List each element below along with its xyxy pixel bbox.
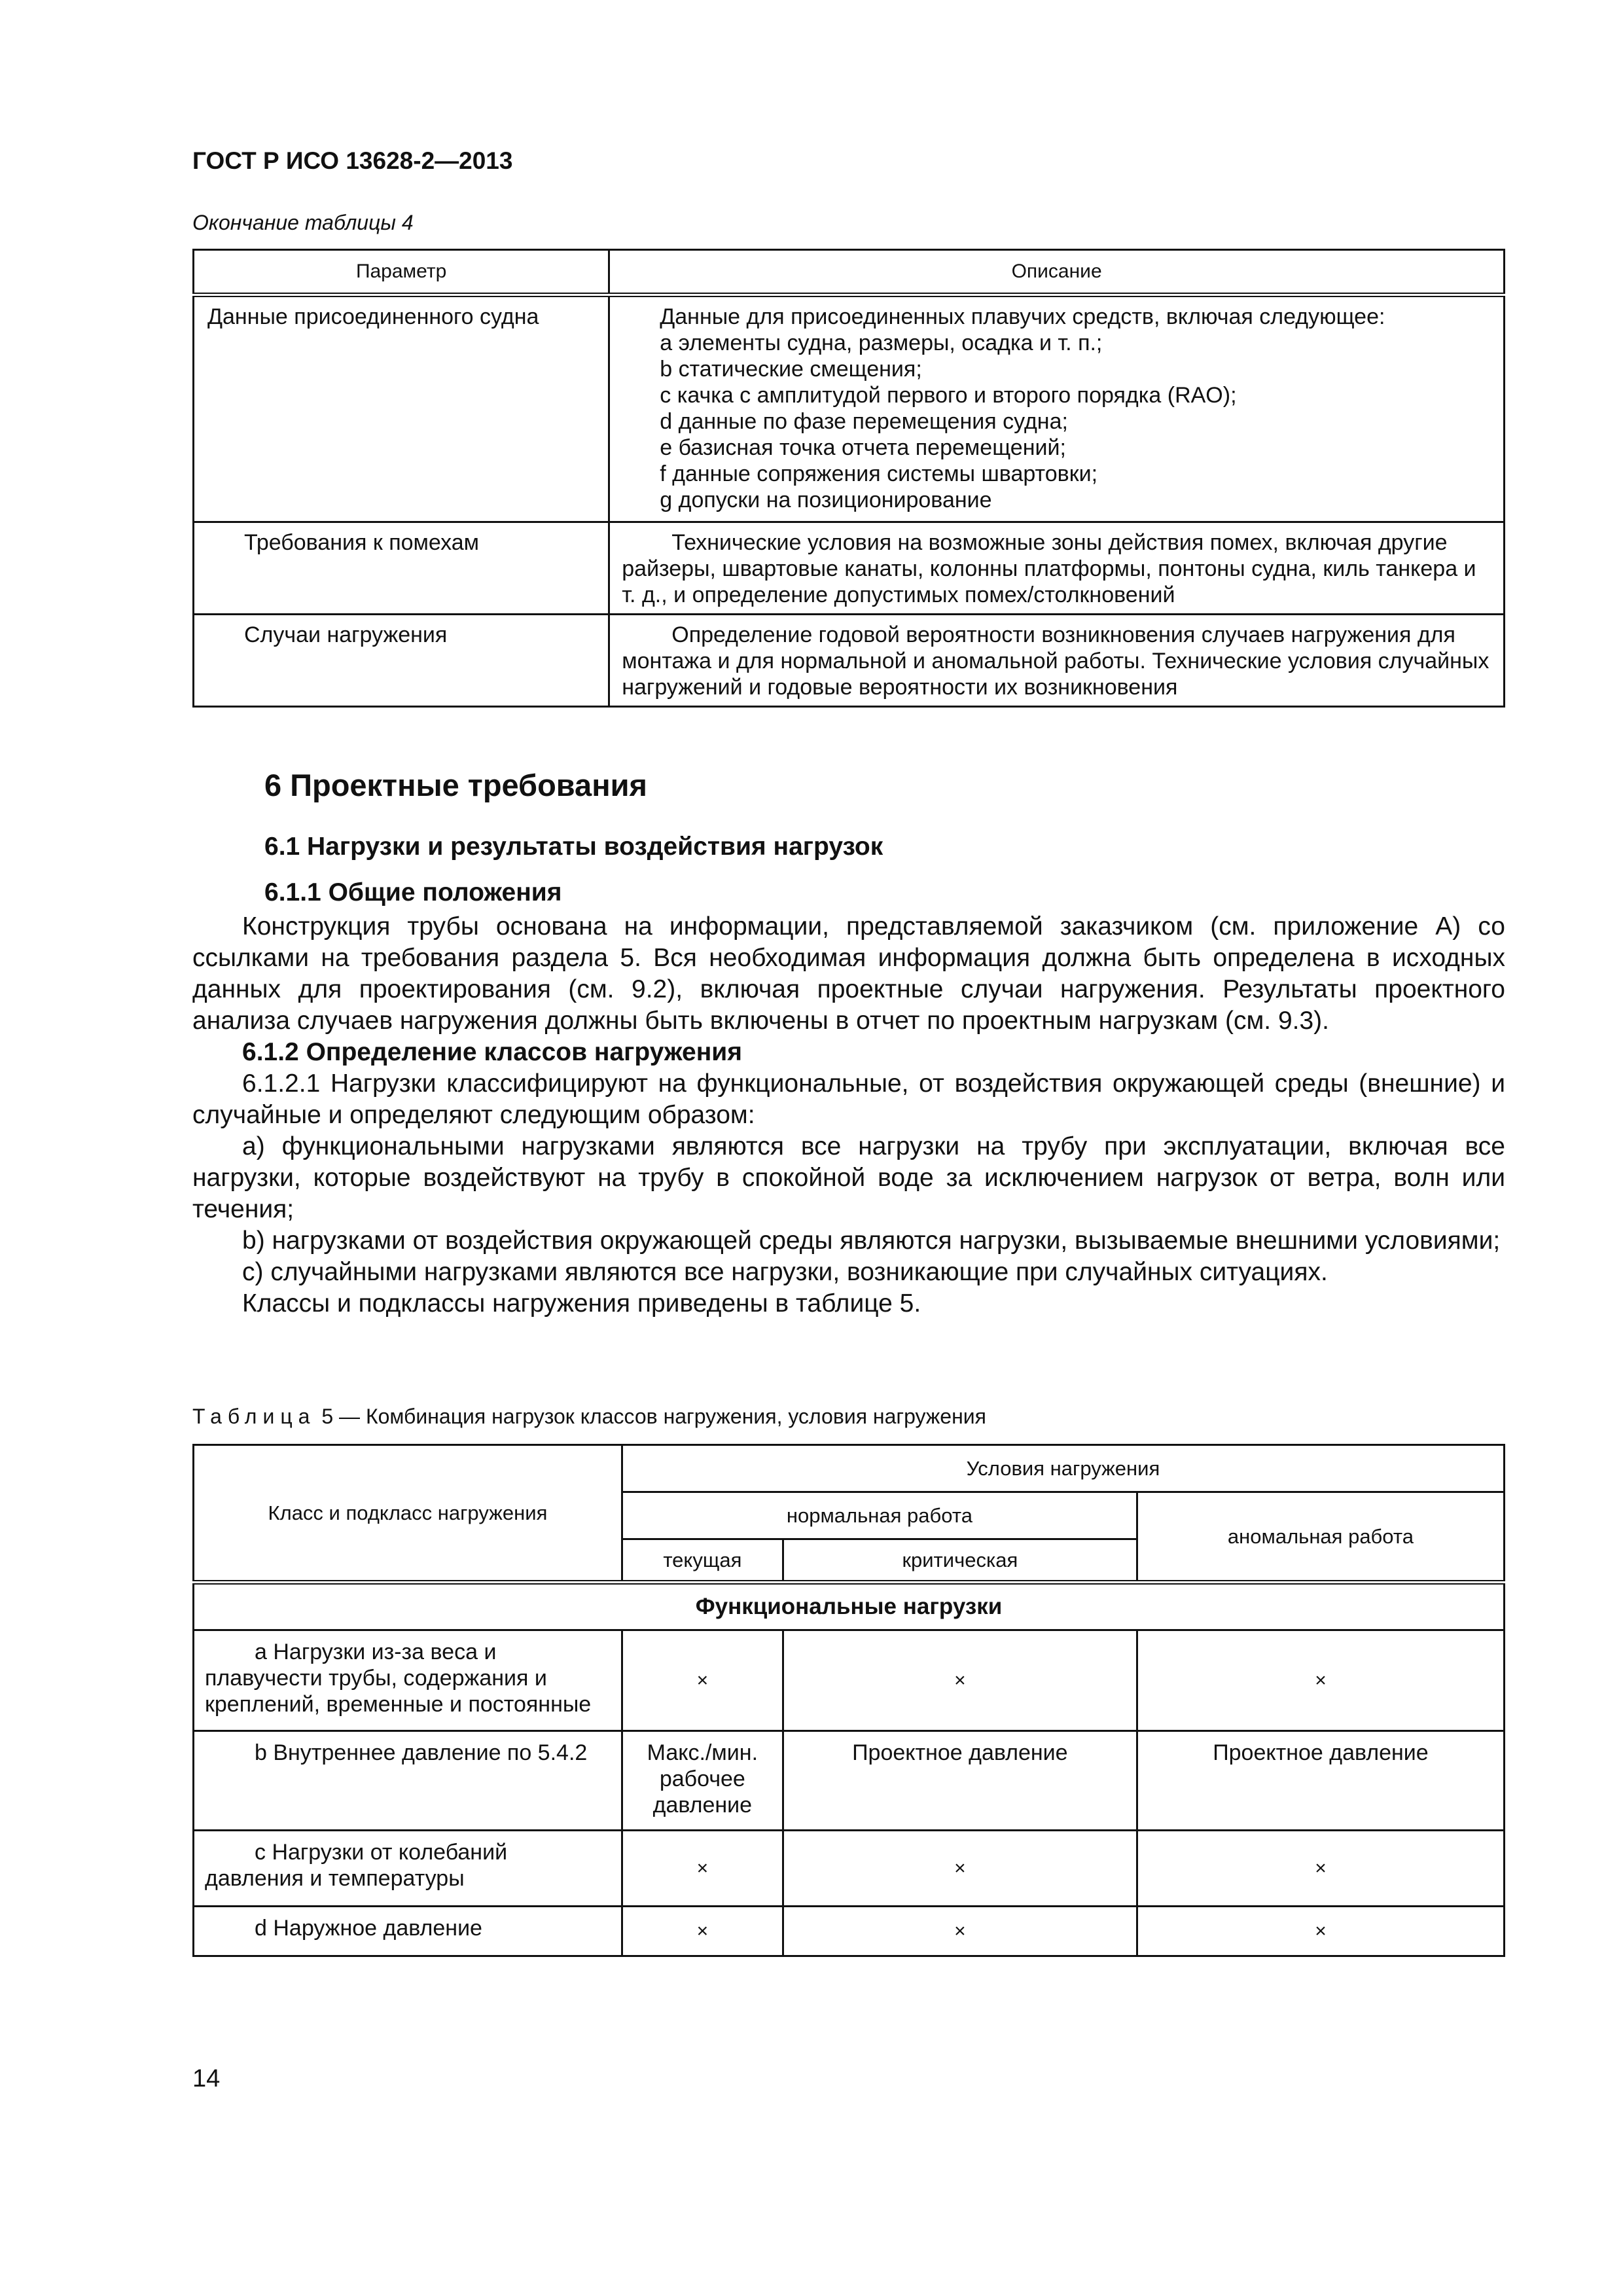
table-row bbox=[194, 1907, 1505, 1956]
table5-cell: × bbox=[783, 1831, 1137, 1907]
table-row bbox=[194, 1583, 1505, 1630]
list-item: d данные по фазе перемещения судна; bbox=[660, 409, 1068, 434]
table5-section-functional: Функциональные нагрузки bbox=[194, 1583, 1505, 1630]
table5-row-label: c Нагрузки от колебаний давления и температуры bbox=[205, 1840, 508, 1891]
table4-header-description: Описание bbox=[609, 250, 1505, 295]
table5-caption-word: Таблица bbox=[192, 1405, 316, 1428]
paragraph: b) нагрузками от воздействия окружающей среды являются нагрузки, вызываемые внешними условиями; bbox=[242, 1227, 1501, 1255]
document-header: ГОСТ Р ИСО 13628-2—2013 bbox=[192, 147, 513, 174]
list-item: a элементы судна, размеры, осадка и т. п.; bbox=[660, 331, 1103, 355]
table5-cell: Проектное давление bbox=[1137, 1731, 1504, 1831]
subsubsection-heading: 6.1.1 Общие положения bbox=[264, 878, 562, 906]
page-number: 14 bbox=[192, 2065, 221, 2092]
table4 bbox=[192, 249, 1505, 708]
table5-cell: × bbox=[1137, 1630, 1504, 1731]
paragraph: Классы и подклассы нагружения приведены в таблице 5. bbox=[242, 1289, 921, 1318]
table4-param: Случаи нагружения bbox=[244, 622, 448, 647]
table4-header-parameter: Параметр bbox=[194, 250, 609, 295]
list-item: b статические смещения; bbox=[660, 357, 922, 382]
table4-desc-lead: Данные для присоединенных плавучих средств, включая следующее: bbox=[660, 304, 1385, 329]
table5-row-label: d Наружное давление bbox=[255, 1916, 482, 1941]
table5-header-critical: критическая bbox=[783, 1539, 1137, 1583]
table5-cell: × bbox=[1137, 1907, 1504, 1956]
table5-header-conditions: Условия нагружения bbox=[622, 1445, 1504, 1492]
table5-cell: × bbox=[783, 1630, 1137, 1731]
list-item: e базисная точка отчета перемещений; bbox=[660, 435, 1066, 460]
table-row bbox=[194, 615, 1505, 707]
list-item: g допуски на позиционирование bbox=[660, 488, 992, 512]
table5-header-normal: нормальная работа bbox=[622, 1492, 1137, 1539]
table5-header-class: Класс и подкласс нагружения bbox=[194, 1445, 622, 1583]
table-row bbox=[194, 295, 1505, 522]
table5-cell: × bbox=[783, 1907, 1137, 1956]
table-row bbox=[194, 1731, 1505, 1831]
table4-param: Требования к помехам bbox=[244, 530, 479, 555]
subsection-heading: 6.1 Нагрузки и результаты воздействия нагрузок bbox=[264, 833, 883, 861]
table5-row-label: a Нагрузки из-за веса и плавучести трубы, содержания и креплений, временные и постоянные bbox=[205, 1640, 592, 1717]
section-heading: 6 Проектные требования bbox=[264, 768, 647, 802]
table4-desc: Определение годовой вероятности возникновения случаев нагружения для монтажа и для нормальной и аномальной работы. Технические условия случайных нагружений и годовые вероятности их возникновения bbox=[622, 622, 1489, 700]
table5-header-current: текущая bbox=[622, 1539, 783, 1583]
table5-cell: Проектное давление bbox=[783, 1731, 1137, 1831]
subsubsection-heading: 6.1.2 Определение классов нагружения bbox=[242, 1038, 742, 1066]
table5-header-abnormal: аномальная работа bbox=[1137, 1492, 1504, 1583]
table5-cell: × bbox=[1137, 1831, 1504, 1907]
table5-cell: × bbox=[622, 1907, 783, 1956]
table-row bbox=[194, 522, 1505, 615]
table-row bbox=[194, 1831, 1505, 1907]
table4-desc: Технические условия на возможные зоны действия помех, включая другие райзеры, швартовые канаты, колонны платформы, понтоны судна, киль танкера и т. д., и определение допустимых помех/столкновений bbox=[622, 530, 1476, 607]
table4-param: Данные присоединенного судна bbox=[207, 304, 539, 329]
table-row bbox=[194, 1630, 1505, 1731]
table5-cell: Макс./мин. рабочее давление bbox=[622, 1731, 783, 1831]
table5-row-label: b Внутреннее давление по 5.4.2 bbox=[255, 1740, 588, 1765]
table5-cell: × bbox=[622, 1831, 783, 1907]
paragraph: Конструкция трубы основана на информации, представляемой заказчиком (см. приложение А) со ссылками на требования раздела 5. Вся необходимая информация должна быть определена в исходных данных для проектирования (см. 9.2), включая проектные случаи нагружения. Результаты проектного анализа случаев нагружения должны быть включены в отчет по проектным нагрузкам (см. 9.3). bbox=[192, 912, 1505, 1035]
paragraph: 6.1.2.1 Нагрузки классифицируют на функциональные, от воздействия окружающей среды (внешние) и случайные и определяют следующим образом: bbox=[192, 1069, 1505, 1129]
table5-caption bbox=[192, 1405, 986, 1429]
table4-caption: Окончание таблицы 4 bbox=[192, 211, 414, 234]
table5 bbox=[192, 1444, 1505, 1957]
table5-cell: × bbox=[622, 1630, 783, 1731]
list-item: c качка с амплитудой первого и второго порядка (RAO); bbox=[660, 383, 1237, 408]
list-item: f данные сопряжения системы швартовки; bbox=[660, 461, 1098, 486]
paragraph: c) случайными нагрузками являются все нагрузки, возникающие при случайных ситуациях. bbox=[242, 1258, 1328, 1286]
paragraph: a) функциональными нагрузками являются все нагрузки на трубу при эксплуатации, включая все нагрузки, которые воздействуют на трубу в спокойной воде за исключением нагрузок от ветра, волн или течения; bbox=[192, 1132, 1505, 1223]
table5-caption-text: 5 — Комбинация нагрузок классов нагружения, условия нагружения bbox=[321, 1405, 986, 1428]
body-text-611 bbox=[192, 911, 1505, 1319]
